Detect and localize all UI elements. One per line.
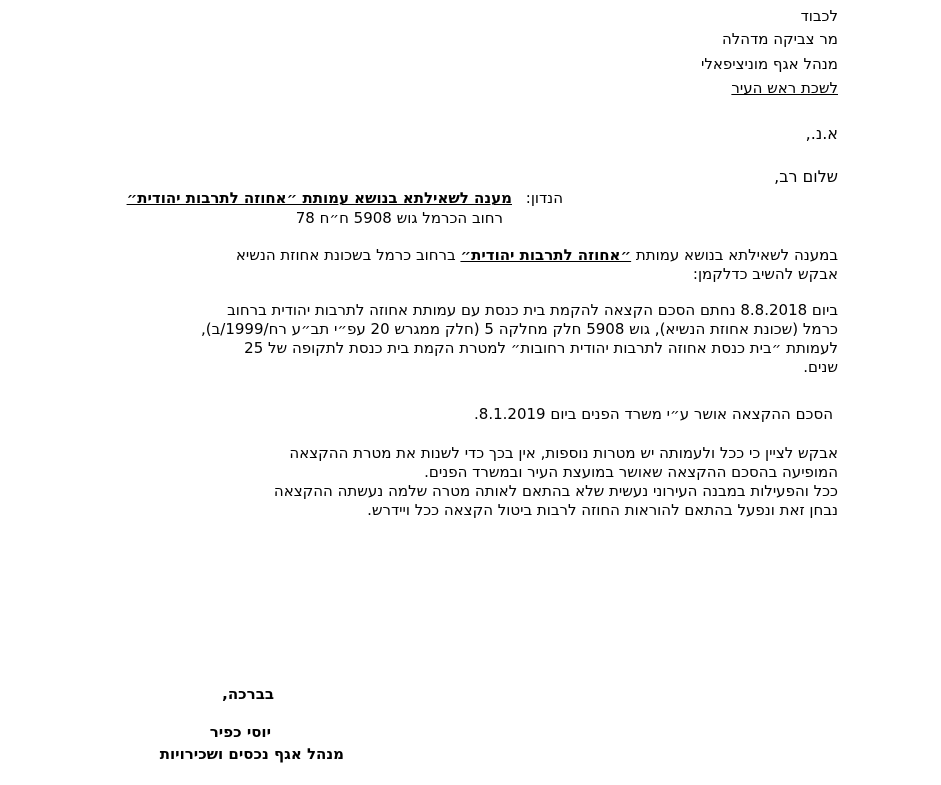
p2-line3: לעמותת ״בית כנסת אחוזה לתרבות יהודית רחובות״ למטרת הקמת בית כנסת לתקופה של 25 (244, 339, 838, 357)
subject-prefix: הנדון: (525, 189, 563, 207)
abbrev-salutation: א.נ., (805, 124, 838, 143)
p3-line1: הסכם ההקצאה אושר ע״י משרד הפנים ביום 8.1.2019. (474, 405, 833, 423)
greeting: שלום רב, (774, 167, 838, 186)
p4-line3: ככל והפעילות במבנה העירוני נעשית שלא בהתאם לאותה מטרה שלמה נעשתה ההקצאה (273, 482, 838, 500)
subject-address: רחוב הכרמל גוש 5908 ח״ח 78 (295, 209, 503, 227)
p2-line2: כרמל (שכונת אחוזת הנשיא), גוש 5908 חלק מחלקה 5 (חלק ממגרש 20 עפ״י תב״ע רח/1999/ב), (200, 320, 838, 338)
p4-line2: המופיעה בהסכם ההקצאה שאושר במועצת העיר ובמשרד הפנים. (424, 463, 838, 481)
paragraph-2 (138, 301, 838, 377)
signature-closing: בברכה, (222, 685, 274, 703)
p4-line1: אבקש לציין כי ככל ולעמותה יש מטרות נוספות, אין בכך כדי לשנות את מטרת ההקצאה (289, 444, 838, 462)
recipient-office: לשכת ראש העיר (731, 79, 838, 97)
signature-name: יוסי כפיר (209, 723, 271, 741)
p1-text-after: ברחוב כרמל בשכונת אחוזת הנשיא (235, 246, 461, 264)
p2-line4: שנים. (803, 358, 838, 376)
recipient-honorific: לכבוד (800, 7, 838, 25)
p2-line1: ביום 8.8.2018 נחתם הסכם הקצאה להקמת בית כנסת עם עמותת אחוזה לתרבות יהודית ברחוב (227, 301, 838, 319)
paragraph-3 (133, 405, 833, 424)
paragraph-1 (138, 246, 838, 284)
recipient-title: מנהל אגף מוניציפאלי (700, 55, 838, 73)
subject-title: מענה לשאילתא בנושא עמותת ״אחוזה לתרבות יהודית״ (126, 189, 512, 207)
recipient-name: מר צביקה מדהלה (721, 30, 838, 48)
p4-line4: נבחן זאת ונפעל בהתאם להוראות החוזה לרבות ביטול הקצאה ככל ויידרש. (367, 501, 838, 519)
signature-title: מנהל אגף נכסים ושכירויות (159, 745, 344, 763)
p1-line2: אבקש להשיב כדלקמן: (692, 265, 838, 283)
p1-org-name: ״אחוזה לתרבות יהודית״ (460, 246, 632, 264)
p1-text-before: במענה לשאילתא בנושא עמותת (631, 246, 838, 264)
paragraph-4 (138, 444, 838, 520)
